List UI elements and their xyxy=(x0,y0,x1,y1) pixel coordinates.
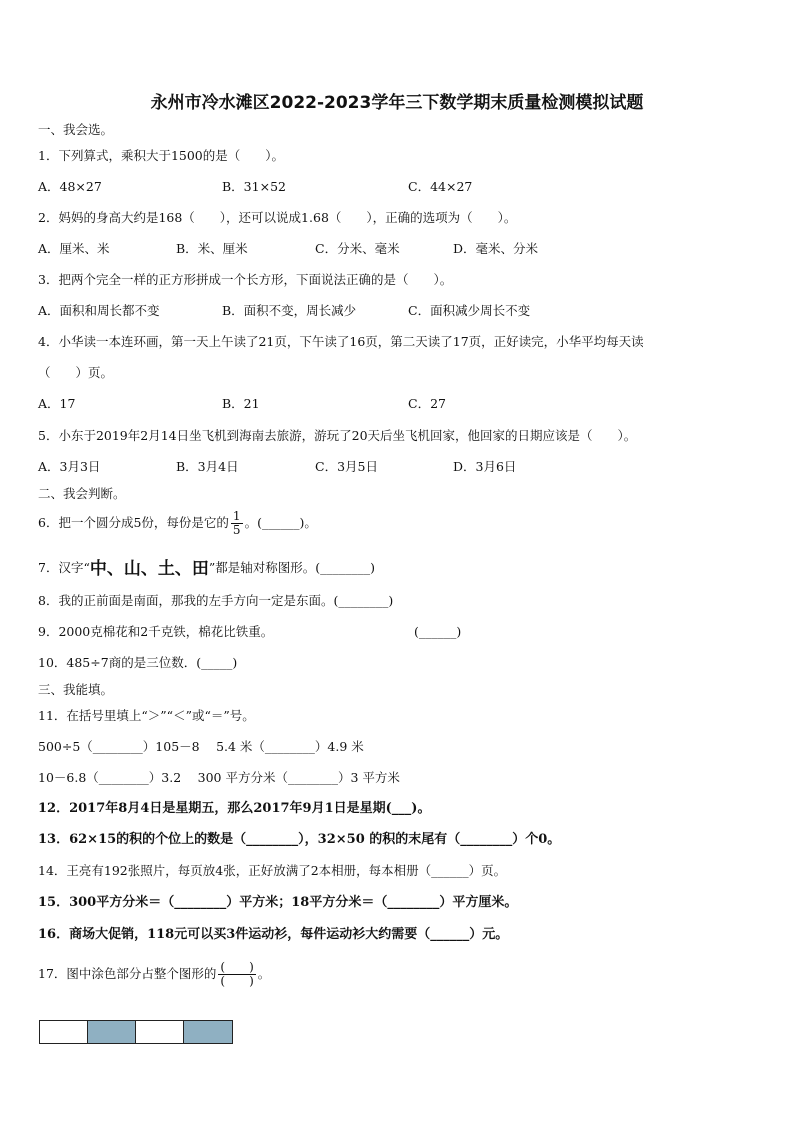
question-3: 3．把两个完全一样的正方形拼成一个长方形，下面说法正确的是（ ）。 xyxy=(38,272,453,287)
blank-cell xyxy=(136,1021,184,1043)
q17-denominator: ( ) xyxy=(220,974,254,988)
q17-numerator: ( ) xyxy=(220,960,254,974)
q6-fraction xyxy=(231,510,243,537)
question-13: 13．62×15的积的个位上的数是（________），32×50 的积的末尾有（________）个0。 xyxy=(38,832,561,847)
question-1: 1．下列算式，乘积大于1500的是（ ）。 xyxy=(38,148,285,163)
q7-characters: 中、山、土、田 xyxy=(89,559,209,579)
shaded-cell xyxy=(184,1021,232,1043)
question-16: 16．商场大促销，118元可以买3件运动衫，每件运动衫大约需要（______）元。 xyxy=(38,927,509,942)
q6-blank: 。(______)。 xyxy=(244,515,317,530)
q2-option-d: D．毫米、分米 xyxy=(453,241,539,256)
question-4-line-1: 4．小华读一本连环画，第一天上午读了21页，下午读了16页，第二天读了17页，正好读完，小华平均每天读 xyxy=(38,334,644,349)
q3-option-a: A．面积和周长都不变 xyxy=(38,303,160,318)
question-9: 9．2000克棉花和2千克铁，棉花比铁重。 xyxy=(38,624,274,639)
question-6 xyxy=(38,508,317,538)
q4-option-a: A．17 xyxy=(38,396,76,411)
question-2: 2．妈妈的身高大约是168（ ），还可以说成1.68（ ），正确的选项为（ ）。 xyxy=(38,210,517,225)
shaded-cell xyxy=(88,1021,136,1043)
q5-option-a: A．3月3日 xyxy=(38,459,101,474)
section-heading-1: 一、我会选。 xyxy=(38,122,114,137)
q6-numerator: 1 xyxy=(232,509,241,523)
q9-blank: (______) xyxy=(414,624,462,639)
q6-text: 6．把一个圆分成5份，每份是它的 xyxy=(38,515,229,530)
q1-option-a: A．48×27 xyxy=(38,179,102,194)
q17-shaded-figure xyxy=(39,1020,233,1044)
q4-option-b: B．21 xyxy=(222,396,260,411)
q3-option-b: B．面积不变，周长减少 xyxy=(222,303,357,318)
question-12: 12．2017年8月4日是星期五，那么2017年9月1日是星期(___)。 xyxy=(38,801,431,816)
q2-option-a: A．厘米、米 xyxy=(38,241,110,256)
section-heading-2: 二、我会判断。 xyxy=(38,486,126,501)
question-4-line-2: （ ）页。 xyxy=(38,365,114,380)
question-7 xyxy=(38,557,375,580)
q2-option-c: C．分米、毫米 xyxy=(315,241,400,256)
question-8: 8．我的正前面是南面，那我的左手方向一定是东面。(________) xyxy=(38,593,394,608)
question-14: 14．王亮有192张照片，每页放4张，正好放满了2本相册，每本相册（______）页。 xyxy=(38,863,507,878)
q5-option-c: C．3月5日 xyxy=(315,459,378,474)
section-heading-3: 三、我能填。 xyxy=(38,682,114,697)
q1-option-c: C．44×27 xyxy=(408,179,473,194)
q17-fraction xyxy=(218,961,255,988)
question-5: 5．小东于2019年2月14日坐飞机到海南去旅游，游玩了20天后坐飞机回家，他回家的日期应该是（ ）。 xyxy=(38,428,637,443)
q7-blank: ”都是轴对称图形。(________) xyxy=(208,560,375,575)
question-10: 10．485÷7商的是三位数．(_____) xyxy=(38,655,238,670)
q7-text: 7．汉字“ xyxy=(38,560,90,575)
question-15: 15．300平方分米＝（________）平方米；18平方分米＝（________）平方厘米。 xyxy=(38,895,518,910)
q6-denominator: 5 xyxy=(232,523,241,537)
q17-text: 17．图中涂色部分占整个图形的 xyxy=(38,966,217,981)
q5-option-d: D．3月6日 xyxy=(453,459,517,474)
q3-option-c: C．面积减少周长不变 xyxy=(408,303,531,318)
q1-option-b: B．31×52 xyxy=(222,179,286,194)
q2-option-b: B．米、厘米 xyxy=(176,241,248,256)
q17-period: 。 xyxy=(257,966,271,981)
blank-cell xyxy=(40,1021,88,1043)
page-title: 永州市冷水滩区2022-2023学年三下数学期末质量检测模拟试题 xyxy=(150,93,644,113)
question-17 xyxy=(38,958,270,990)
question-11: 11．在括号里填上“＞”“＜”或“＝”号。 xyxy=(38,708,255,723)
q4-option-c: C．27 xyxy=(408,396,446,411)
q11-row-1: 500÷5（________）105－8 5.4 米（________）4.9 米 xyxy=(38,739,364,754)
q5-option-b: B．3月4日 xyxy=(176,459,239,474)
q11-row-2: 10－6.8（________）3.2 300 平方分米（________）3 平方米 xyxy=(38,770,400,785)
